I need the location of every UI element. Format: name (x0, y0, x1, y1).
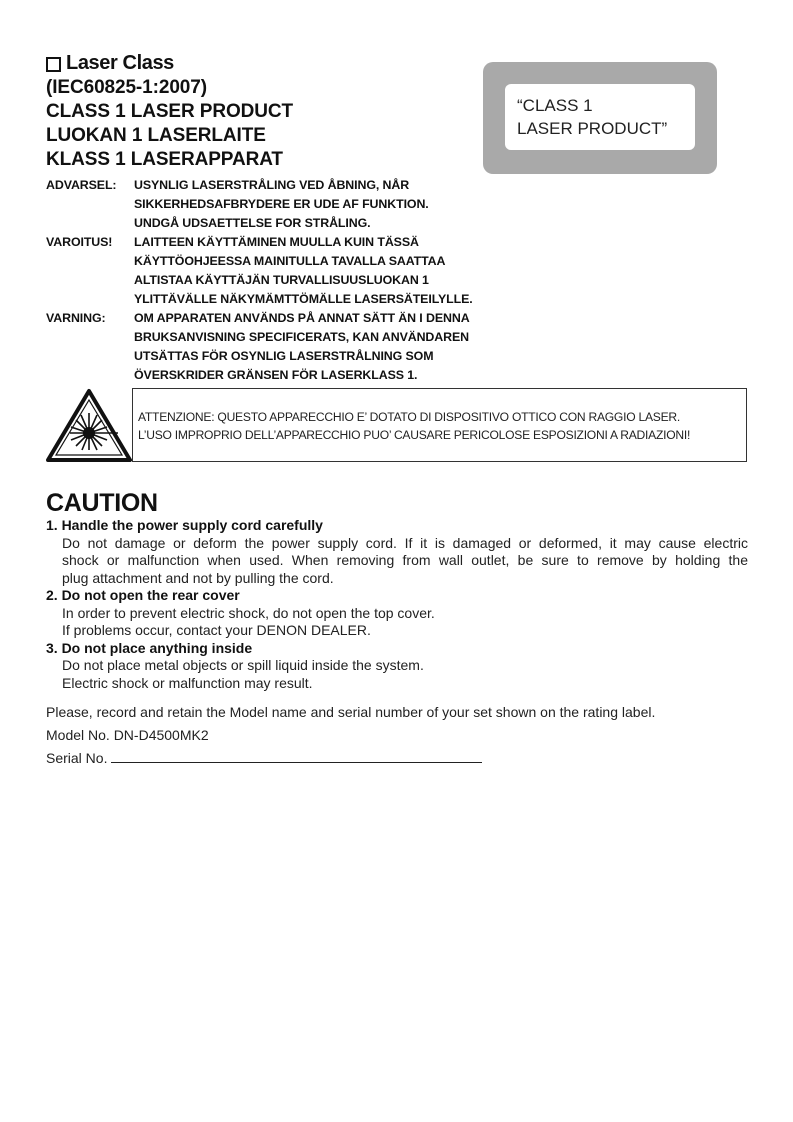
caution-item-body (46, 657, 748, 692)
caution-item (46, 640, 748, 693)
record-instruction: Please, record and retain the Model name and serial number of your set shown on the rating label. (46, 704, 656, 720)
italian-warning-line-2: L’USO IMPROPRIO DELL’APPARECCHIO PUO’ CAUSARE PERICOLOSE ESPOSIZIONI A RADIAZIONI! (138, 428, 691, 442)
class-1-label (505, 84, 695, 150)
warning-finnish (46, 233, 526, 309)
italian-warning-line-1: ATTENZIONE: QUESTO APPARECCHIO E’ DOTATO DI DISPOSITIVO OTTICO CON RAGGIO LASER. (138, 410, 680, 424)
warning-line: UNDGÅ UDSAETTELSE FOR STRÅLING. (134, 216, 371, 230)
caution-line: Do not damage or deform the power supply cord. If it is damaged or deformed, it may cause electric (62, 534, 748, 551)
warning-text (134, 176, 526, 233)
serial-label: Serial No. (46, 750, 108, 766)
warning-line: KÄYTTÖOHJEESSA MAINITULLA TAVALLA SAATTAA (134, 254, 446, 268)
laser-class-header (46, 50, 486, 172)
caution-item-title: 3. Do not place anything inside (46, 639, 253, 656)
caution-line: Do not place metal objects or spill liquid inside the system. (62, 657, 424, 673)
warning-text (134, 309, 526, 385)
label-line-1: “CLASS 1 (517, 96, 593, 115)
laser-class-title: Laser Class (66, 51, 174, 74)
class-1-label-frame (483, 62, 717, 174)
warning-text (134, 233, 526, 309)
warning-line: BRUKSANVISNING SPECIFICERATS, KAN ANVÄNDAREN (134, 330, 469, 344)
label-line-2: LASER PRODUCT” (517, 119, 668, 138)
iec-standard: (IEC60825-1:2007) (46, 77, 207, 98)
class-1-english: CLASS 1 LASER PRODUCT (46, 101, 294, 122)
serial-row (46, 747, 748, 770)
class-1-swedish: KLASS 1 LASERAPPARAT (46, 149, 283, 170)
warning-line: USYNLIG LASERSTRÅLING VED ÅBNING, NÅR (134, 178, 410, 192)
laser-hazard-icon (46, 388, 132, 462)
warning-key: VARNING: (46, 311, 106, 325)
italian-warning-box (132, 388, 747, 462)
warning-line: OM APPARATEN ANVÄNDS PÅ ANNAT SÄTT ÄN I DENNA (134, 311, 470, 325)
caution-line: plug attachment and not by pulling the cord. (62, 569, 334, 586)
caution-item-title: 1. Handle the power supply cord carefully (46, 517, 323, 533)
record-section (46, 701, 748, 770)
class-1-finnish: LUOKAN 1 LASERLAITE (46, 125, 266, 146)
caution-list (46, 517, 748, 692)
caution-item-title: 2. Do not open the rear cover (46, 587, 240, 603)
warnings-block (46, 176, 526, 385)
laser-class-title-row (46, 50, 486, 76)
laser-hazard-row (46, 388, 747, 462)
warning-danish (46, 176, 526, 233)
caution-line: If problems occur, contact your DENON DEALER. (62, 622, 371, 638)
caution-item (46, 587, 748, 640)
warning-key: VAROITUS! (46, 235, 113, 249)
caution-item (46, 517, 748, 587)
caution-line: In order to prevent electric shock, do not open the top cover. (62, 604, 435, 621)
checkbox-bullet-icon (46, 57, 61, 72)
serial-write-line (111, 750, 482, 763)
warning-line: LAITTEEN KÄYTTÄMINEN MUULLA KUIN TÄSSÄ (134, 235, 419, 249)
warning-line: YLITTÄVÄLLE NÄKYMÄMTTÖMÄLLE LASERSÄTEILYLLE. (134, 292, 473, 306)
warning-line: UTSÄTTAS FÖR OSYNLIG LASERSTRÅLNING SOM (134, 349, 434, 363)
caution-item-body (46, 535, 748, 588)
warning-key: ADVARSEL: (46, 178, 117, 192)
warning-line: ÖVERSKRIDER GRÄNSEN FÖR LASERKLASS 1. (134, 368, 418, 382)
warning-line: ALTISTAA KÄYTTÄJÄN TURVALLISUUSLUOKAN 1 (134, 273, 429, 287)
caution-line: shock or malfunction when used. When removing from wall outlet, be sure to remove by holding the (62, 552, 748, 568)
caution-item-body (46, 605, 748, 640)
warning-line: SIKKERHEDSAFBRYDERE ER UDE AF FUNKTION. (134, 197, 429, 211)
model-number: Model No. DN-D4500MK2 (46, 727, 209, 743)
warning-swedish (46, 309, 526, 385)
caution-heading: CAUTION (46, 489, 158, 517)
caution-line: Electric shock or malfunction may result. (62, 674, 313, 691)
